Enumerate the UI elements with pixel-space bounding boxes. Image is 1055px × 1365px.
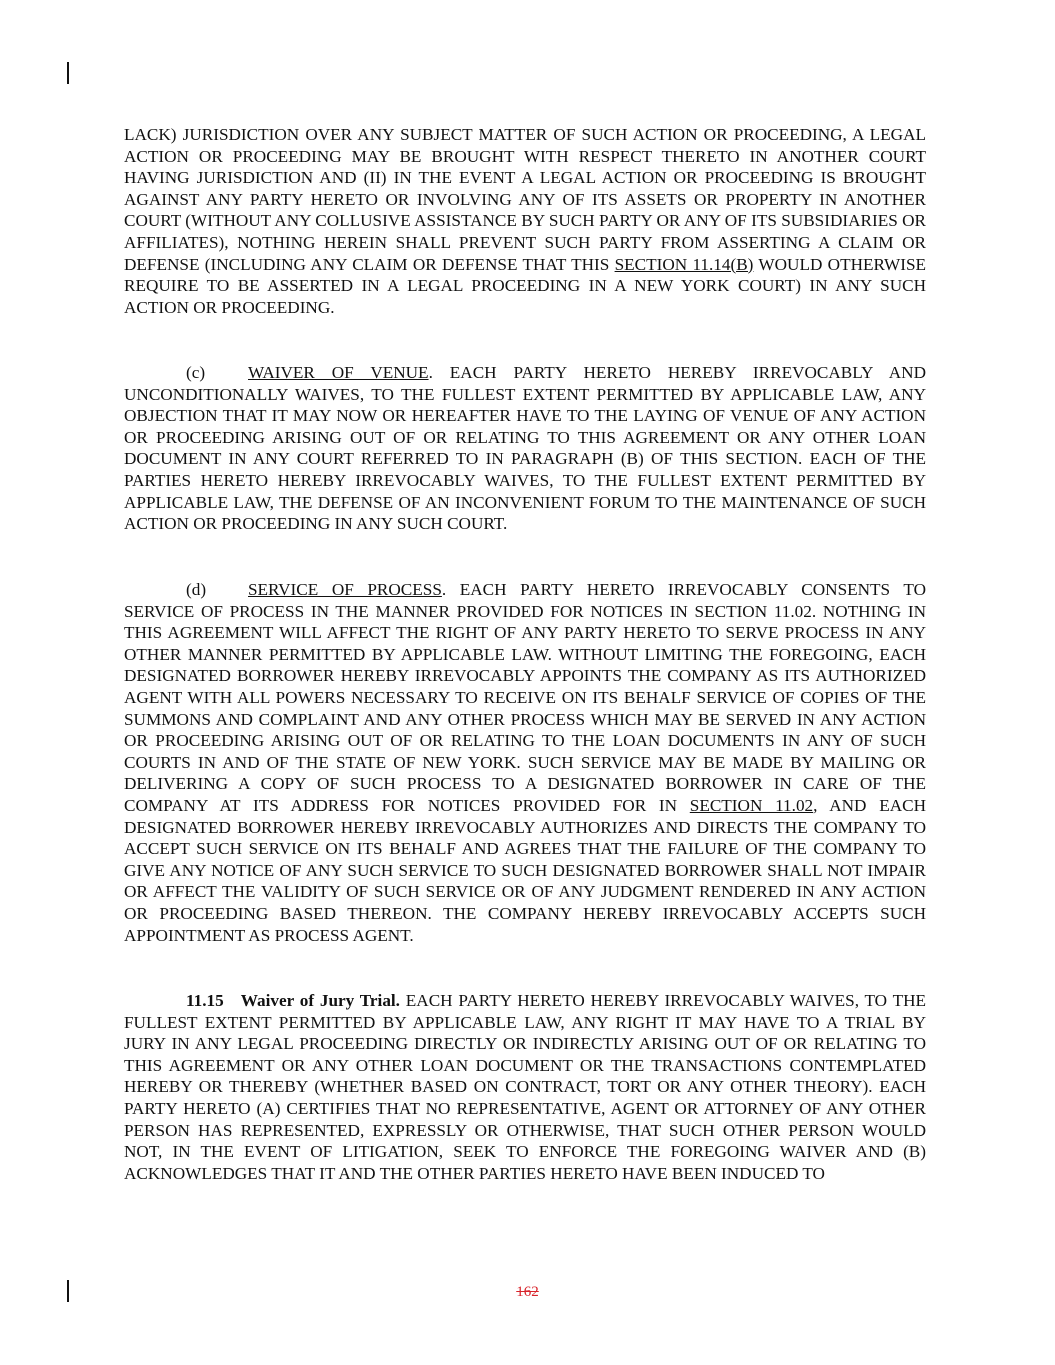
clause-label-c: (c) [186, 363, 206, 382]
paragraph-service-of-process [124, 579, 926, 946]
clause-label-d: (d) [186, 580, 207, 599]
clause-title-waiver-of-venue: WAIVER OF VENUE [248, 363, 429, 382]
paragraph-text: . EACH PARTY HERETO IRREVOCABLY CONSENTS TO SERVICE OF PROCESS IN THE MANNER PROVIDED FOR NOTICES IN SECTION 11.02. NOTHING IN THIS AGREEMENT WILL AFFECT THE RIGHT OF ANY PARTY HERETO TO SERVE PROCESS IN ANY OTHER MANNER PERMITTED BY APPLICABLE LAW. WITHOUT LIMITING THE FOREGOING, EACH DESIGNATED BORROWER HEREBY IRREVOCABLY APPOINTS THE COMPANY AS ITS AUTHORIZED AGENT WITH ALL POWERS NECESSARY TO RECEIVE ON ITS BEHALF SERVICE OF COPIES OF THE SUMMONS AND COMPLAINT AND ANY OTHER PROCESS WHICH MAY BE SERVED IN ANY ACTION OR PROCEEDING ARISING OUT OF OR RELATING TO THE LOAN DOCUMENTS IN ANY OF SUCH COURTS IN AND OF THE STATE OF NEW YORK. SUCH SERVICE MAY BE MADE BY MAILING OR DELIVERING A COPY OF SUCH PROCESS TO A DESIGNATED BORROWER IN CARE OF THE COMPANY AT ITS ADDRESS FOR NOTICES PROVIDED FOR IN [124, 580, 926, 815]
section-11-15-waiver-of-jury-trial [124, 990, 926, 1184]
change-bar-top [67, 62, 69, 84]
page-number: 162 [516, 1284, 539, 1300]
section-reference-11-02: SECTION 11.02 [689, 795, 814, 815]
paragraph-jurisdiction-continued [124, 124, 926, 318]
clause-title-service-of-process: SERVICE OF PROCESS [248, 580, 442, 599]
paragraph-text: . EACH PARTY HERETO HEREBY IRREVOCABLY AND UNCONDITIONALLY WAIVES, TO THE FULLEST EXTENT PERMITTED BY APPLICABLE LAW, ANY OBJECTION THAT IT MAY NOW OR HEREAFTER HAVE TO THE LAYING OF VENUE OF ANY ACTION OR PROCEEDING ARISING OUT OF OR RELATING TO THIS AGREEMENT OR ANY OTHER LOAN DOCUMENT IN ANY COURT REFERRED TO IN PARAGRAPH (B) OF THIS SECTION. EACH OF THE PARTIES HERETO HEREBY IRREVOCABLY WAIVES, TO THE FULLEST EXTENT PERMITTED BY APPLICABLE LAW, THE DEFENSE OF AN INCONVENIENT FORUM TO THE MAINTENANCE OF SUCH ACTION OR PROCEEDING IN ANY SUCH COURT. [124, 363, 926, 534]
paragraph-text: WOULD OTHERWISE REQUIRE TO BE ASSERTED IN A LEGAL PROCEEDING IN A NEW YORK COURT) IN ANY SUCH ACTION OR PROCEEDING. [124, 254, 926, 317]
paragraph-waiver-of-venue [124, 362, 926, 535]
section-reference-11-14b: SECTION 11.14(B) [614, 254, 754, 274]
paragraph-text: EACH PARTY HERETO HEREBY IRREVOCABLY WAIVES, TO THE FULLEST EXTENT PERMITTED BY APPLICABLE LAW, ANY RIGHT IT MAY HAVE TO A TRIAL BY JURY IN ANY LEGAL PROCEEDING DIRECTLY OR INDIRECTLY ARISING OUT OF OR RELATING TO THIS AGREEMENT OR ANY OTHER LOAN DOCUMENT OR THE TRANSACTIONS CONTEMPLATED HEREBY OR THEREBY (WHETHER BASED ON CONTRACT, TORT OR ANY OTHER THEORY). EACH PARTY HERETO (A) CERTIFIES THAT NO REPRESENTATIVE, AGENT OR ATTORNEY OF ANY OTHER PERSON HAS REPRESENTED, EXPRESSLY OR OTHERWISE, THAT SUCH OTHER PERSON WOULD NOT, IN THE EVENT OF LITIGATION, SEEK TO ENFORCE THE FOREGOING WAIVER AND (B) ACKNOWLEDGES THAT IT AND THE OTHER PARTIES HERETO HAVE BEEN INDUCED TO [124, 991, 926, 1183]
section-heading: 11.15 Waiver of Jury Trial. [186, 991, 400, 1010]
paragraph-text: , AND EACH DESIGNATED BORROWER HEREBY IRREVOCABLY AUTHORIZES AND DIRECTS THE COMPANY TO ACCEPT SUCH SERVICE ON ITS BEHALF AND AGREES THAT THE FAILURE OF THE COMPANY TO GIVE ANY NOTICE OF ANY SUCH SERVICE TO SUCH DESIGNATED BORROWER SHALL NOT IMPAIR OR AFFECT THE VALIDITY OF SUCH SERVICE OR OF ANY JUDGMENT RENDERED IN ANY ACTION OR PROCEEDING BASED THEREON. THE COMPANY HEREBY IRREVOCABLY ACCEPTS SUCH APPOINTMENT AS PROCESS AGENT. [124, 795, 926, 945]
paragraph-text: LACK) JURISDICTION OVER ANY SUBJECT MATTER OF SUCH ACTION OR PROCEEDING, A LEGAL ACTION OR PROCEEDING MAY BE BROUGHT WITH RESPECT THERETO IN ANOTHER COURT HAVING JURISDICTION AND (II) IN THE EVENT A LEGAL ACTION OR PROCEEDING IS BROUGHT AGAINST ANY PARTY HERETO OR INVOLVING ANY OF ITS ASSETS OR PROPERTY IN ANOTHER COURT (WITHOUT ANY COLLUSIVE ASSISTANCE BY SUCH PARTY OR ANY OF ITS SUBSIDIARIES OR AFFILIATES), NOTHING HEREIN SHALL PREVENT SUCH PARTY FROM ASSERTING A CLAIM OR DEFENSE (INCLUDING ANY CLAIM OR DEFENSE THAT THIS [124, 125, 926, 274]
